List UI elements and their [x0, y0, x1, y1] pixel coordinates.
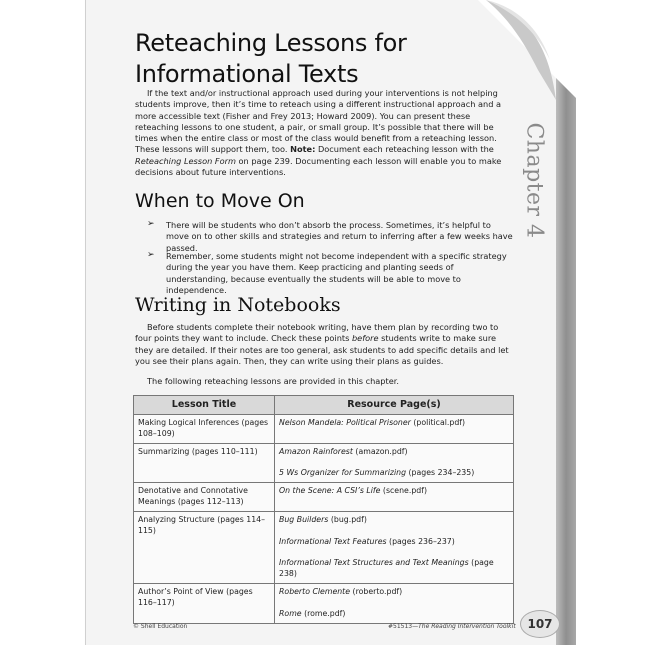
resource-ref: (scene.pdf) — [380, 486, 428, 496]
lesson-cell: Author’s Point of View (pages 116–117) — [134, 583, 275, 623]
bullet-item — [149, 251, 513, 296]
resource-cell — [275, 583, 514, 623]
footer-publisher: © Shell Education — [133, 623, 188, 630]
intro-text-3: on page 239. Documenting each lesson will enable you to make decisions about future interventions. — [135, 155, 502, 178]
intro-text-2: Document each reteaching lesson with the — [315, 144, 494, 155]
table-row — [134, 583, 514, 623]
resource-cell — [275, 511, 514, 583]
resource-ref: (rome.pdf) — [301, 608, 346, 618]
notebooks-emphasis: before — [351, 333, 379, 344]
form-name: Reteaching Lesson Form — [135, 155, 236, 166]
lessons-table — [133, 395, 514, 624]
resource-cell — [275, 443, 514, 483]
resource-ref: (amazon.pdf) — [352, 446, 408, 456]
notebooks-text-2: students write to make sure they are detailed. If their notes are too general, ask students to add specific details and let you see their plans again. Then, they can write using their plans as guides. — [135, 333, 509, 366]
resource-line — [279, 537, 509, 548]
title-line-1: Reteaching Lessons for — [135, 29, 407, 57]
chapter-tab — [512, 100, 556, 260]
resource-line — [279, 468, 509, 479]
header-resource-pages: Resource Page(s) — [275, 396, 514, 415]
title-line-2: Informational Texts — [135, 60, 359, 88]
resource-ref: (page 238) — [279, 558, 494, 579]
resource-ref: (political.pdf) — [410, 418, 466, 427]
resource-ref: (bug.pdf) — [328, 514, 367, 524]
lesson-cell: Denotative and Connotative Meanings (pages 112–113) — [134, 483, 275, 512]
resource-line — [279, 515, 509, 526]
resource-ref: (roberto.pdf) — [350, 586, 403, 596]
resource-title: Informational Text Features — [279, 536, 387, 546]
resource-title: 5 Ws Organizer for Summarizing — [279, 468, 407, 478]
note-label: Note: — [290, 144, 316, 155]
arrow-bullet-icon: ➢ — [147, 250, 155, 260]
page-number-badge — [520, 610, 560, 638]
heading-writing-in-notebooks: Writing in Notebooks — [135, 294, 341, 316]
page-number: 107 — [527, 617, 553, 631]
footer-book-title: The Reading Intervention Toolkit — [418, 623, 516, 630]
list-intro: The following reteaching lessons are provided in this chapter. — [147, 376, 399, 386]
table-row — [134, 415, 514, 444]
footer-book-info — [388, 623, 516, 630]
lesson-cell: Making Logical Inferences (pages 108–109) — [134, 415, 275, 444]
resource-line — [279, 418, 509, 429]
resource-ref: (pages 236–237) — [386, 536, 455, 546]
intro-text-1: If the text and/or instructional approach used during your interventions is not helping students improve, then it’s time to reteach using a different instructional approach and a more accessible text (Fisher and Frey 2013; Howard 2009). You can present these reteaching lessons to one student, a pair, or small group. It’s possible that there will be times when the entire class or most of the class would benefit from a reteaching lesson. These lessons will support them, too. — [135, 88, 502, 155]
resource-ref: (pages 234–235) — [406, 468, 475, 478]
resource-line — [279, 486, 509, 497]
table-row — [134, 443, 514, 483]
header-lesson-title: Lesson Title — [134, 396, 275, 415]
table-row — [134, 483, 514, 512]
resource-line — [279, 447, 509, 458]
resource-line — [279, 609, 509, 620]
intro-paragraph — [135, 88, 513, 178]
resource-title: Nelson Mandela: Political Prisoner — [279, 418, 411, 427]
arrow-bullet-icon: ➢ — [147, 219, 155, 229]
resource-title: Roberto Clemente — [279, 586, 351, 596]
footer-book-code: #51513— — [388, 623, 419, 630]
resource-title: Bug Builders — [279, 514, 329, 524]
resource-title: Rome — [279, 608, 302, 618]
resource-line — [279, 558, 509, 580]
resource-title: Informational Text Structures and Text Meanings — [279, 558, 469, 568]
lesson-cell: Analyzing Structure (pages 114–115) — [134, 511, 275, 583]
notebooks-paragraph — [135, 322, 513, 367]
bullet-text: Remember, some students might not become independent with a specific strategy during the year you have them. Keep practicing and planting seeds of understanding, because eventually the students will be able to move to independence. — [166, 251, 507, 295]
resource-line — [279, 587, 509, 598]
table-header-row — [134, 396, 514, 415]
notebooks-text-1: Before students complete their notebook writing, have them plan by recording two to four points they want to include. Check these points — [135, 322, 499, 344]
bullet-text: There will be students who don’t absorb the process. Sometimes, it’s helpful to move on to other skills and strategies and return to inferring after a few weeks have passed. — [166, 220, 513, 253]
resource-cell — [275, 483, 514, 512]
bullet-item — [149, 220, 513, 254]
chapter-tab-label: Chapter 4 — [521, 121, 547, 239]
resource-cell — [275, 415, 514, 444]
lesson-cell: Summarizing (pages 110–111) — [134, 443, 275, 483]
heading-when-to-move-on: When to Move On — [135, 190, 305, 212]
page-title — [135, 28, 495, 90]
table-row — [134, 511, 514, 583]
resource-title: Amazon Rainforest — [279, 446, 353, 456]
resource-title: On the Scene: A CSI’s Life — [279, 486, 381, 496]
